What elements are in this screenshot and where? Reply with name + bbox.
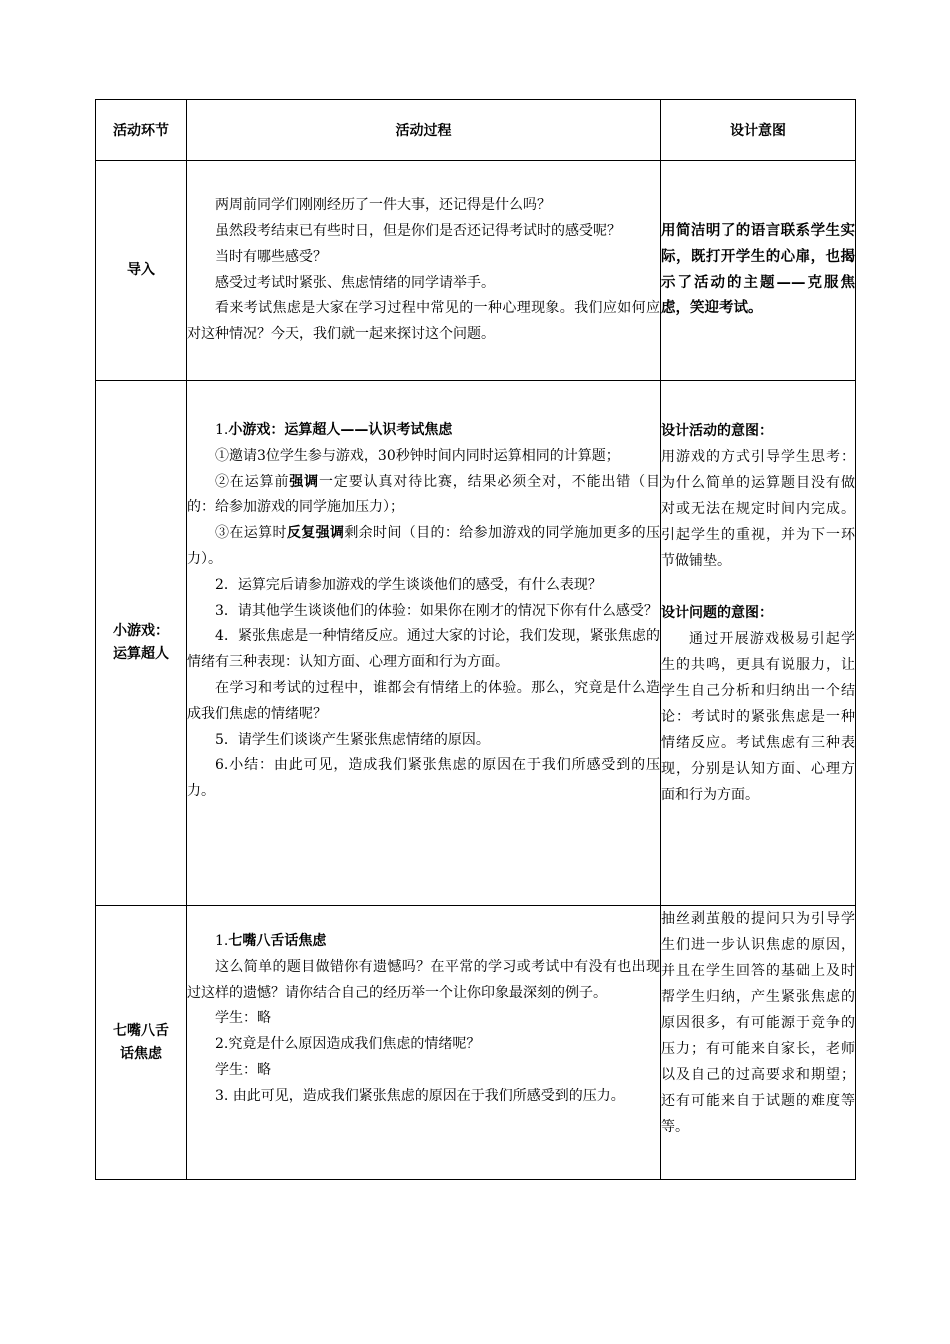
header-intent: 设计意图	[661, 100, 856, 161]
stage-label-line1: 小游戏：	[113, 623, 169, 639]
emphasis-text: 强调	[289, 473, 320, 490]
stage-label-line1: 七嘴八舌	[113, 1022, 169, 1039]
text-run: ②在运算前	[215, 473, 290, 490]
process-paragraph: 看来考试焦虑是大家在学习过程中常见的一种心理现象。我们应如何应对这种情况？今天，我们就一起来探讨这个问题。	[187, 300, 660, 343]
item-title: 七嘴八舌话焦虑	[228, 933, 327, 949]
intent-heading: 设计活动的意图：	[661, 423, 773, 439]
item-title: 小游戏：运算超人——认识考试焦虑	[228, 422, 453, 438]
process-paragraph: 感受过考试时紧张、焦虑情绪的同学请举手。	[215, 274, 495, 291]
spacer	[661, 574, 855, 600]
stage-label-line2: 运算超人	[113, 646, 169, 662]
emphasis-text: 反复强调	[286, 525, 345, 542]
table-row-game	[96, 381, 856, 906]
stage-cell-intro	[96, 161, 187, 381]
process-paragraph: 3．请其他学生谈谈他们的体验：如果你在刚才的情况下你有什么感受？	[215, 602, 658, 619]
process-cell-intro	[187, 161, 661, 381]
item-number: 1.	[215, 422, 229, 438]
process-paragraph: 学生：略	[215, 1010, 271, 1027]
process-paragraph: 学生：略	[215, 1061, 271, 1078]
process-paragraph	[187, 470, 660, 522]
process-paragraph: 2.究竟是什么原因造成我们焦虑的情绪呢？	[215, 1036, 481, 1053]
intent-text: 通过开展游戏极易引起学生的共鸣，更具有说服力，让学生自己分析和归纳出一个结论：考试时的紧张焦虑是一种情绪反应。考试焦虑有三种表现，分别是认知方面、心理方面和行为方面。	[661, 631, 855, 803]
intent-cell-intro	[661, 161, 856, 381]
process-paragraph	[187, 418, 660, 444]
intent-cell-discussion	[661, 906, 856, 1180]
intent-heading: 设计问题的意图：	[661, 605, 773, 621]
lesson-plan-table	[95, 99, 856, 1180]
process-paragraph: 2．运算完后请参加游戏的学生谈谈他们的感受，有什么表现？	[215, 576, 602, 593]
process-paragraph: 这么简单的题目做错你有遗憾吗？在平常的学习或考试中有没有也出现过这样的遗憾？请你结合自己的经历举一个让你印象最深刻的例子。	[187, 958, 660, 1001]
intent-text: 用简洁明了的语言联系学生实际，既打开学生的心扉，也揭示了活动的主题——克服焦虑，笑迎考试。	[661, 222, 855, 317]
stage-cell-discussion	[96, 906, 187, 1180]
process-paragraph	[187, 929, 660, 955]
table-row-intro	[96, 161, 856, 381]
stage-label-line2: 话焦虑	[120, 1045, 162, 1062]
stage-cell-game	[96, 381, 187, 906]
text-run: ③在运算时	[215, 525, 287, 542]
header-stage: 活动环节	[96, 100, 187, 161]
process-paragraph: 4．紧张焦虑是一种情绪反应。通过大家的讨论，我们发现，紧张焦虑的情绪有三种表现：认知方面、心理方面和行为方面。	[187, 628, 660, 671]
header-process: 活动过程	[187, 100, 661, 161]
table-header-row	[96, 100, 856, 161]
item-number: 1.	[215, 933, 229, 949]
intent-text: 用游戏的方式引导学生思考：为什么简单的运算题目没有做对或无法在规定时间内完成。引起学生的重视，并为下一环节做铺垫。	[661, 449, 855, 569]
process-paragraph: 两周前同学们刚刚经历了一件大事，还记得是什么吗？	[215, 197, 551, 214]
process-paragraph: 当时有哪些感受？	[215, 248, 327, 265]
process-paragraph: 3. 由此可见，造成我们紧张焦虑的原因在于我们所感受到的压力。	[215, 1087, 625, 1104]
process-paragraph: ①邀请3位学生参与游戏，30秒钟时间内同时运算相同的计算题；	[215, 447, 620, 464]
table-row-discussion	[96, 906, 856, 1180]
text-run: 一定要认真对待比赛，结果必须全对，不能出错（目的：给参加游戏的同学施加压力）；	[187, 473, 661, 516]
text-run: 剩余时间（目的：给参加游戏的同学施加更多的压力）。	[187, 525, 661, 567]
process-paragraph: 6.小结：由此可见，造成我们紧张焦虑的原因在于我们所感受到的压力。	[187, 757, 660, 800]
intent-text: 抽丝剥茧般的提问只为引导学生们进一步认识焦虑的原因，并且在学生回答的基础上及时帮学生归纳，产生紧张焦虑的原因很多，有可能源于竞争的压力；有可能来自家长，老师以及自己的过高要求和期望；还有可能来自于试题的难度等等。	[661, 911, 855, 1135]
process-cell-game	[187, 381, 661, 906]
process-paragraph: 在学习和考试的过程中，谁都会有情绪上的体验。那么，究竟是什么造成我们焦虑的情绪呢？	[187, 679, 660, 722]
intent-cell-game	[661, 381, 856, 906]
stage-label: 导入	[127, 262, 155, 278]
process-paragraph: 虽然段考结束已有些时日，但是你们是否还记得考试时的感受呢？	[215, 222, 621, 239]
process-paragraph	[187, 521, 660, 573]
process-cell-discussion	[187, 906, 661, 1180]
process-paragraph: 5．请学生们谈谈产生紧张焦虑情绪的原因。	[215, 731, 490, 748]
